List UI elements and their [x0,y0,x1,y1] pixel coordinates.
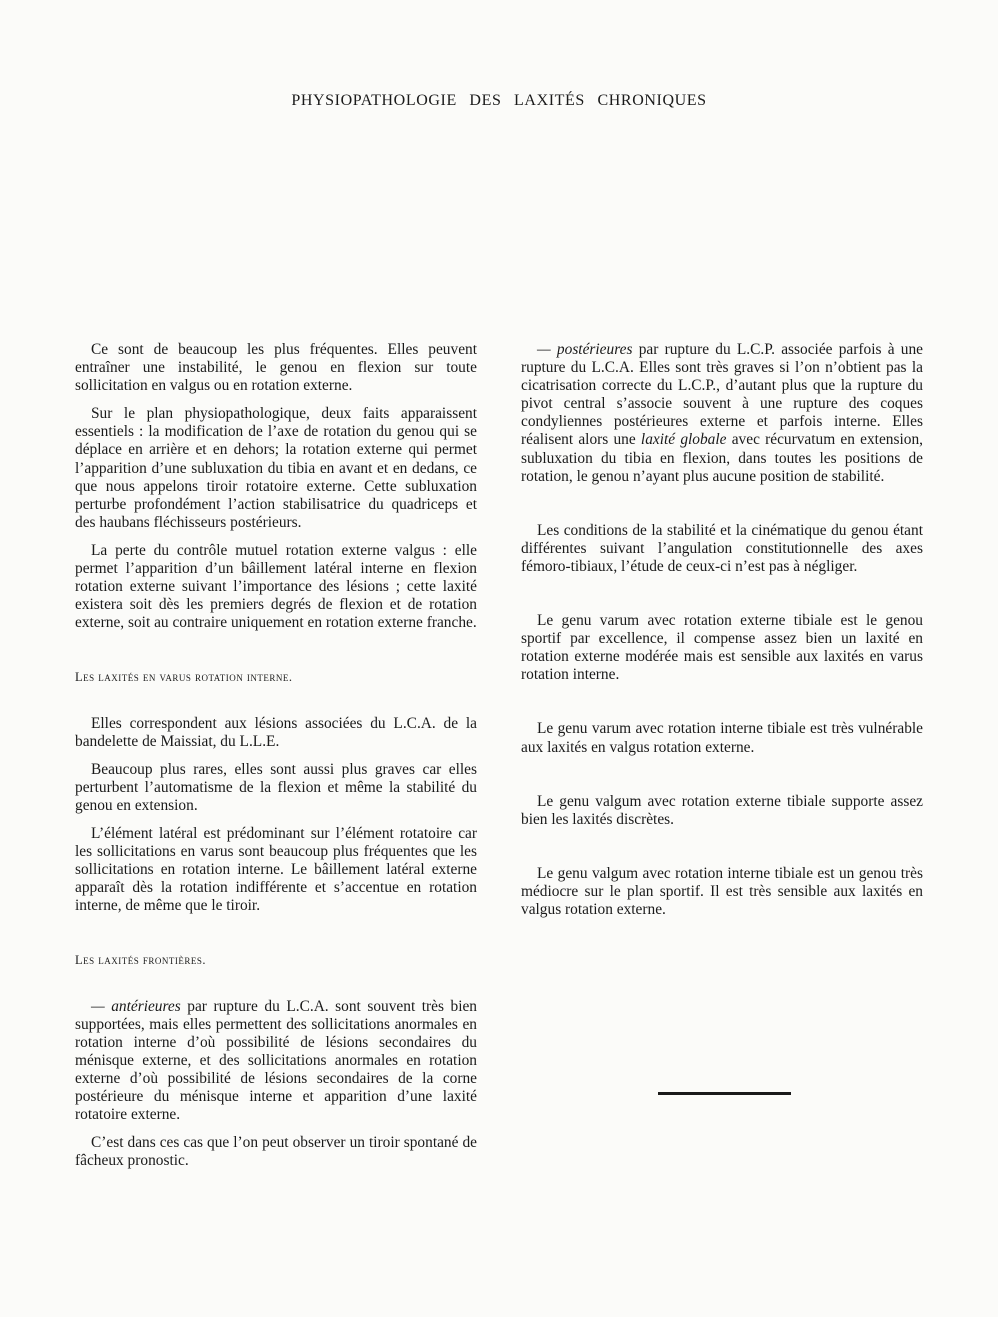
paragraph [75,998,477,1125]
paragraph: La perte du contrôle mutuel rotation externe valgus : elle permet l’apparition d’un bâillement latéral interne en flexion rotation externe suivant l’importance des lésions ; cette laxité existera soit dès les premiers degrés de flexion et de rotation externe, soit au contraire uniquement en rotation externe franche. [75,541,477,632]
paragraph [521,341,923,486]
paragraph-text: par rupture du L.C.P. associée parfois à une rupture du L.C.A. Elles sont très graves si l’on n’obtient pas la cicatrisation correcte du L.C.P., d’autant plus que la rupture du pivot central s’associe souvent à une rupture des coques condyliennes postérieures externe et parfois interne. Elles réalisent alors une [521,341,923,449]
paragraph: Beaucoup plus rares, elles sont aussi plus graves car elles perturbent l’automatisme de la flexion et même la stabilité du genou en extension. [75,760,477,814]
paragraph: Le genu varum avec rotation externe tibiale est le genou sportif par excellence, il compense assez bien un laxité en rotation externe modérée mais est sensible aux laxités en varus rotation interne. [521,612,923,684]
left-column [75,341,477,1180]
paragraph-text: avec récurvatum en extension, subluxation du tibia en flexion, dans toutes les positions de rotation, le genou n’ayant plus aucune position de stabilité. [521,431,923,485]
paragraph: L’élément latéral est prédominant sur l’élément rotatoire car les sollicitations en varus sont beaucoup plus fréquentes que les sollicitations en rotation interne. Le bâillement latéral externe apparaît dès la rotation indifférente et s’accentue en rotation interne, de même que le tiroir. [75,824,477,915]
paragraph: Ce sont de beaucoup les plus fréquentes. Elles peuvent entraîner une instabilité, le genou en flexion sur toute sollicitation en valgus ou en rotation externe. [75,341,477,395]
right-column [521,341,923,929]
paragraph: Le genu valgum avec rotation externe tibiale supporte assez bien les laxités discrètes. [521,792,923,828]
section-heading-varus: Les laxités en varus rotation interne. [75,670,293,685]
paragraph-text: par rupture du L.C.A. sont souvent très bien supportées, mais elles permettent des sollicitations anormales en rotation interne d’où possibilité de lésions secondaires du ménisque externe, et des sollicitations anormales en rotation externe d’où possibilité de lésions secondaires de la corne postérieure du ménisque interne et apparition d’une laxité rotatoire externe. [75,997,477,1124]
section-heading-frontieres: Les laxités frontières. [75,953,207,968]
running-title: PHYSIOPATHOLOGIE DES LAXITÉS CHRONIQUES [291,92,707,109]
paragraph: Elles correspondent aux lésions associées du L.C.A. de la bandelette de Maissiat, du L.L.E. [75,714,477,750]
lead-term: — postérieures [537,341,633,358]
paragraph: Sur le plan physiopathologique, deux faits apparaissent essentiels : la modification de l’axe de rotation du genou qui se déplace en arrière et en dehors; la rotation externe qui permet l’apparition d’une subluxation du tibia en avant et en dedans, ce que nous appelons tiroir rotatoire externe. Cette subluxation perturbe profondément l’action stabilisatrice du quadriceps et des haubans fléchisseurs postérieurs. [75,405,477,531]
lead-term: — antérieures [91,997,181,1015]
paragraph: Les conditions de la stabilité et la cinématique du genou étant différentes suivant l’angulation constitutionnelle des axes fémoro-tibiaux, l’étude de ceux-ci n’est pas à négliger. [521,521,923,575]
paragraph: Le genu varum avec rotation interne tibiale est très vulnérable aux laxités en valgus rotation externe. [521,720,923,756]
emphasis-term: laxité globale [640,431,727,449]
paragraph: Le genu valgum avec rotation interne tibiale est un genou très médiocre sur le plan sportif. Il est très sensible aux laxités en valgus rotation externe. [521,864,923,918]
end-rule [658,1092,791,1095]
paragraph: C’est dans ces cas que l’on peut observer un tiroir spontané de fâcheux pronostic. [75,1134,477,1170]
